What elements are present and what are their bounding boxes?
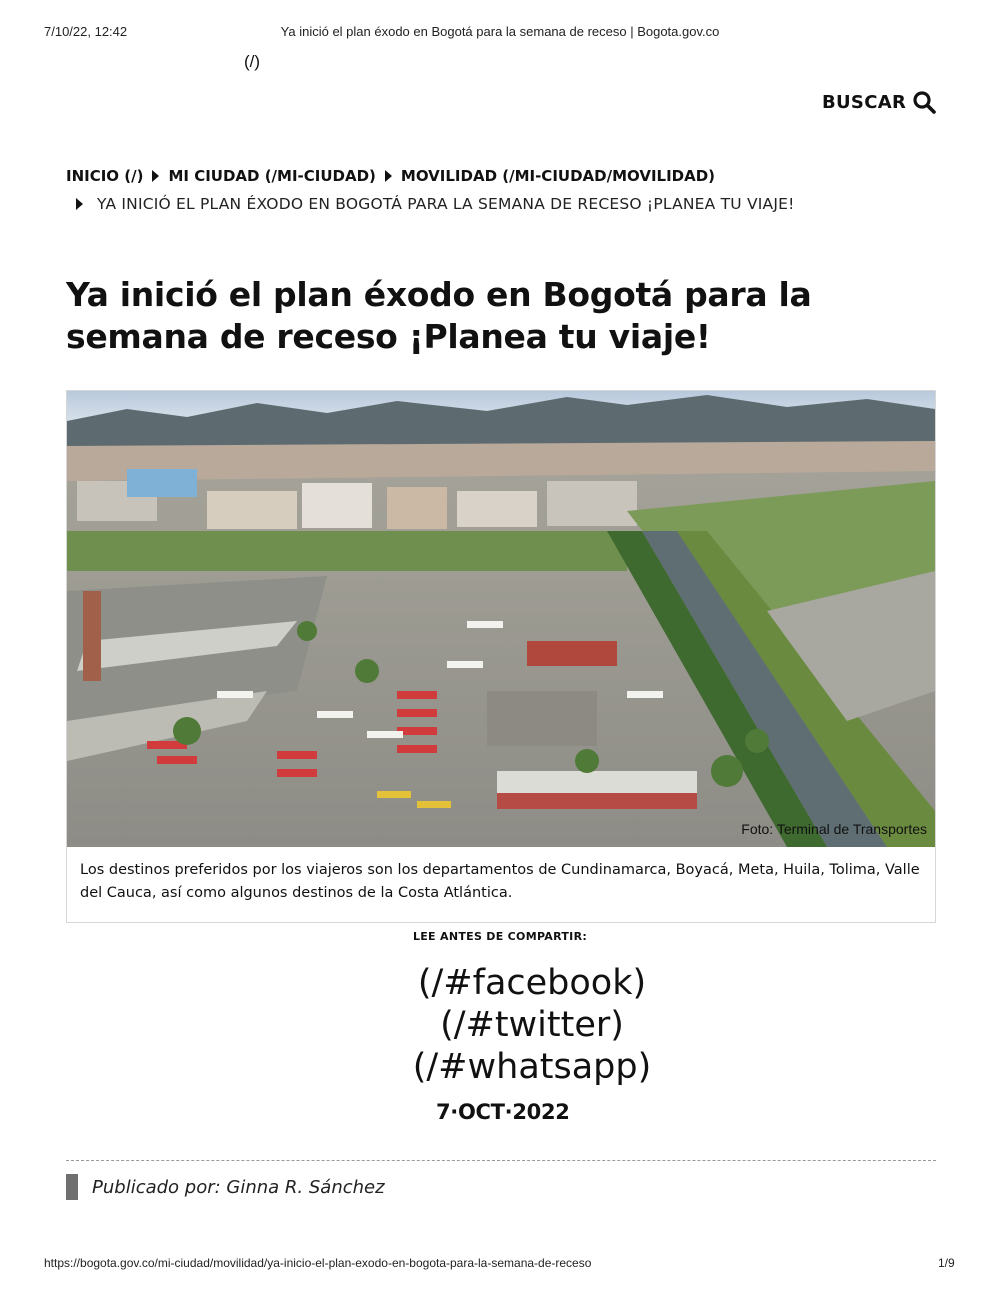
print-page-title: Ya inició el plan éxodo en Bogotá para la semana de receso | Bogota.gov.co <box>280 24 720 39</box>
search-button[interactable] <box>822 90 936 114</box>
search-icon <box>912 90 936 114</box>
share-whatsapp-link[interactable]: (/#whatsapp) <box>412 1047 652 1087</box>
page-title: Ya inició el plan éxodo en Bogotá para la semana de receso ¡Planea tu viaje! <box>66 275 812 356</box>
print-url: https://bogota.gov.co/mi-ciudad/movilidad/ya-inicio-el-plan-exodo-en-bogota-para-la-semana-de-receso <box>44 1256 592 1270</box>
print-date: 7/10/22, 12:42 <box>44 24 128 39</box>
share-label: LEE ANTES DE COMPARTIR: <box>412 930 588 943</box>
share-links <box>0 962 1000 1088</box>
caret-right-icon <box>152 170 159 182</box>
breadcrumb-movilidad[interactable]: MOVILIDAD (/MI-CIUDAD/MOVILIDAD) <box>400 167 716 185</box>
home-link[interactable]: (/) <box>244 52 261 71</box>
breadcrumb <box>66 162 946 218</box>
breadcrumb-mi-ciudad[interactable]: MI CIUDAD (/MI-CIUDAD) <box>168 167 376 185</box>
photo-caption: Los destinos preferidos por los viajeros son los departamentos de Cundinamarca, Boyacá, Meta, Huila, Tolima, Valle del Cauca, así como algunos destinos de la Costa Atlántica. <box>80 862 920 901</box>
caret-right-icon <box>76 198 83 210</box>
breadcrumb-inicio[interactable]: INICIO (/) <box>66 167 144 185</box>
breadcrumb-current: YA INICIÓ EL PLAN ÉXODO EN BOGOTÁ PARA LA SEMANA DE RECESO ¡PLANEA TU VIAJE! <box>97 195 795 213</box>
photo-credit: Foto: Terminal de Transportes <box>741 821 927 837</box>
article-photo <box>67 391 935 847</box>
search-label: BUSCAR <box>822 91 907 113</box>
author-bar-decoration <box>66 1174 78 1200</box>
author-block <box>66 1174 385 1200</box>
author-name: Publicado por: Ginna R. Sánchez <box>92 1176 385 1198</box>
share-twitter-link[interactable]: (/#twitter) <box>440 1005 624 1045</box>
caret-right-icon <box>385 170 392 182</box>
divider <box>66 1160 936 1161</box>
share-facebook-link[interactable]: (/#facebook) <box>417 963 647 1003</box>
article-figure <box>66 390 936 923</box>
publication-date: 7·OCT·2022 <box>436 1100 570 1124</box>
print-page-number: 1/9 <box>938 1256 955 1270</box>
